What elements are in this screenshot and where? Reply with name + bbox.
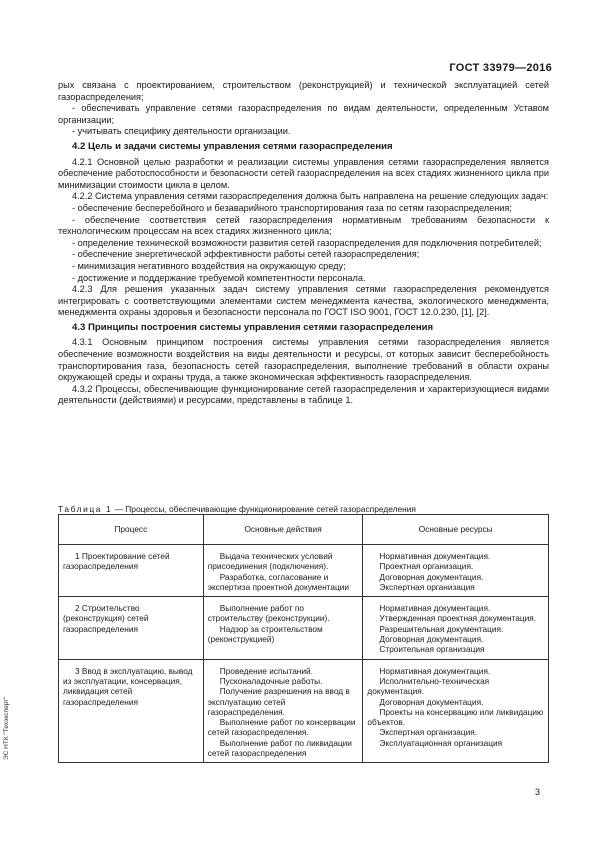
table-caption-label: Таблица 1	[58, 504, 113, 514]
list-item: - учитывать специфику деятельности организации.	[72, 126, 291, 137]
document-body	[58, 80, 549, 407]
paragraph-4-3-1: 4.3.1 Основным принципом построения системы управления сетями газораспределения является обеспечение возможности воздействия на виды деятельности и ресурсы, от которых зависит бесперебойность транспортирования газа, безопасность сетей газораспределения, выполнение требований в области охраны окружающей среды и охраны труда, а также экономическая эффективность газораспределения.	[58, 337, 549, 383]
column-header: Основные ресурсы	[363, 515, 549, 545]
resource-item: Проектная организация.	[379, 561, 474, 572]
resource-item: Эксплуатационная организация	[379, 737, 503, 748]
table-row	[59, 659, 549, 763]
action-item: Разработка, согласование и экспертиза проектной документации	[207, 571, 349, 592]
action-item: Выполнение работ по ликвидации сетей газораспределения	[207, 737, 352, 759]
action-item: Получение разрешения на ввод в эксплуатацию сетей газораспределения.	[207, 686, 350, 717]
page-number: 3	[534, 787, 540, 797]
actions-cell	[203, 545, 363, 597]
list-item: - обеспечивать управление сетями газораспределения по видам деятельности, определенным Уставом организации;	[58, 103, 549, 125]
resource-item: Проекты на консервацию или ликвидацию объектов.	[367, 706, 544, 728]
list-item: - обеспечение бесперебойного и безаварийного транспортирования газа по сетям газораспределения;	[72, 202, 512, 213]
resources-cell	[363, 545, 549, 597]
action-item: Проведение испытаний.	[219, 665, 313, 676]
process-cell	[59, 597, 204, 659]
resource-item: Строительная организация	[379, 644, 485, 655]
action-item: Выполнение работ по консервации сетей газораспределения.	[207, 717, 356, 738]
section-heading-4-2: 4.2 Цель и задачи системы управления сетями газораспределения	[72, 140, 393, 152]
side-watermark-text: ЭС НТК "Техэксперт"	[3, 696, 10, 760]
resources-cell	[363, 597, 549, 659]
action-item: Выдача технических условий присоединения (подключения).	[207, 551, 333, 572]
resources-cell	[363, 659, 549, 763]
resource-item: Разрешительная документация.	[379, 623, 504, 634]
resource-item: Договорная документация.	[379, 634, 484, 645]
column-header: Основные действия	[203, 515, 363, 545]
paragraph-4-2-1: 4.2.1 Основной целью разработки и реализации системы управления сетями газораспределения является обеспечение работоспособности и безопасности сетей газораспределения на всех стадиях жизненного цикла при минимизации стоимости цикла в целом.	[58, 156, 549, 190]
resource-item: Утвержденная проектная документация.	[379, 613, 537, 624]
table-row	[59, 545, 549, 597]
resource-item: Договорная документация.	[379, 696, 484, 707]
list-item: - обеспечение соответствия сетей газораспределения нормативным требованиям безопасности к технологическим процессам на всех стадиях жизненного цикла;	[58, 214, 549, 237]
resource-item: Нормативная документация.	[379, 551, 491, 561]
table-header-row	[59, 515, 549, 545]
section-heading-4-3: 4.3 Принципы построения системы управления сетями газораспределения	[72, 321, 434, 333]
table-caption	[58, 504, 416, 514]
table-caption-text: — Процессы, обеспечивающие функционирование сетей газораспределения	[112, 504, 416, 514]
list-item: - определение технической возможности развития сетей газораспределения для подключения потребителей;	[72, 237, 542, 248]
resource-item: Договорная документация.	[379, 571, 484, 582]
document-id: ГОСТ 33979—2016	[449, 62, 552, 74]
resource-item: Нормативная документация.	[379, 603, 491, 614]
action-item: Выполнение работ по строительству (реконструкции).	[207, 603, 330, 624]
actions-cell	[203, 659, 363, 763]
action-item: Надзор за строительством (реконструкцией)	[207, 623, 323, 645]
process-cell	[59, 659, 204, 763]
actions-cell	[203, 597, 363, 659]
column-header: Процесс	[59, 515, 204, 545]
resource-item: Экспертная организация.	[379, 727, 478, 738]
process-cell	[59, 545, 204, 597]
process-text: 3 Ввод в эксплуатацию, вывод из эксплуатации, консервация, ликвидация сетей газораспределения	[63, 665, 193, 707]
paragraph-4-2-3: 4.2.3 Для решения указанных задач систему управления сетями газораспределения рекомендуется интегрировать с соответствующими элементами систем менеджмента качества, экологического менеджмента, менеджмента охраны здоровья и безопасности персонала по ГОСТ ISO 9001, ГОСТ 12.0.230, [1], [2].	[58, 284, 549, 318]
paragraph-4-3-2: 4.3.2 Процессы, обеспечивающие функционирование сетей газораспределения и характеризующиеся видами деятельности (действиями) и ресурсами, представлены в таблице 1.	[58, 383, 549, 406]
process-table	[58, 514, 549, 763]
list-item: - обеспечение энергетической эффективности работы сетей газораспределения;	[72, 249, 420, 260]
resource-item: Исполнительно-техническая документация.	[367, 675, 490, 697]
table-row	[59, 597, 549, 659]
process-text: 1 Проектирование сетей газораспределения	[63, 551, 170, 572]
list-item: - достижение и поддержание требуемой компетентности персонала.	[72, 272, 366, 283]
resource-item: Нормативная документация.	[379, 665, 491, 676]
process-text: 2 Строительство (реконструкция) сетей газораспределения	[63, 603, 149, 634]
resource-item: Экспертная организация	[379, 581, 475, 592]
action-item: Пусконаладочные работы.	[219, 675, 323, 686]
paragraph-4-2-2: 4.2.2 Система управления сетями газораспределения должна быть направлена на решение следующих задач:	[72, 191, 549, 202]
list-item: - минимизация негативного воздействия на окружающую среду;	[72, 260, 346, 271]
paragraph: рых связана с проектированием, строительством (реконструкцией) и технической эксплуатацией сетей газораспределения;	[58, 80, 549, 102]
